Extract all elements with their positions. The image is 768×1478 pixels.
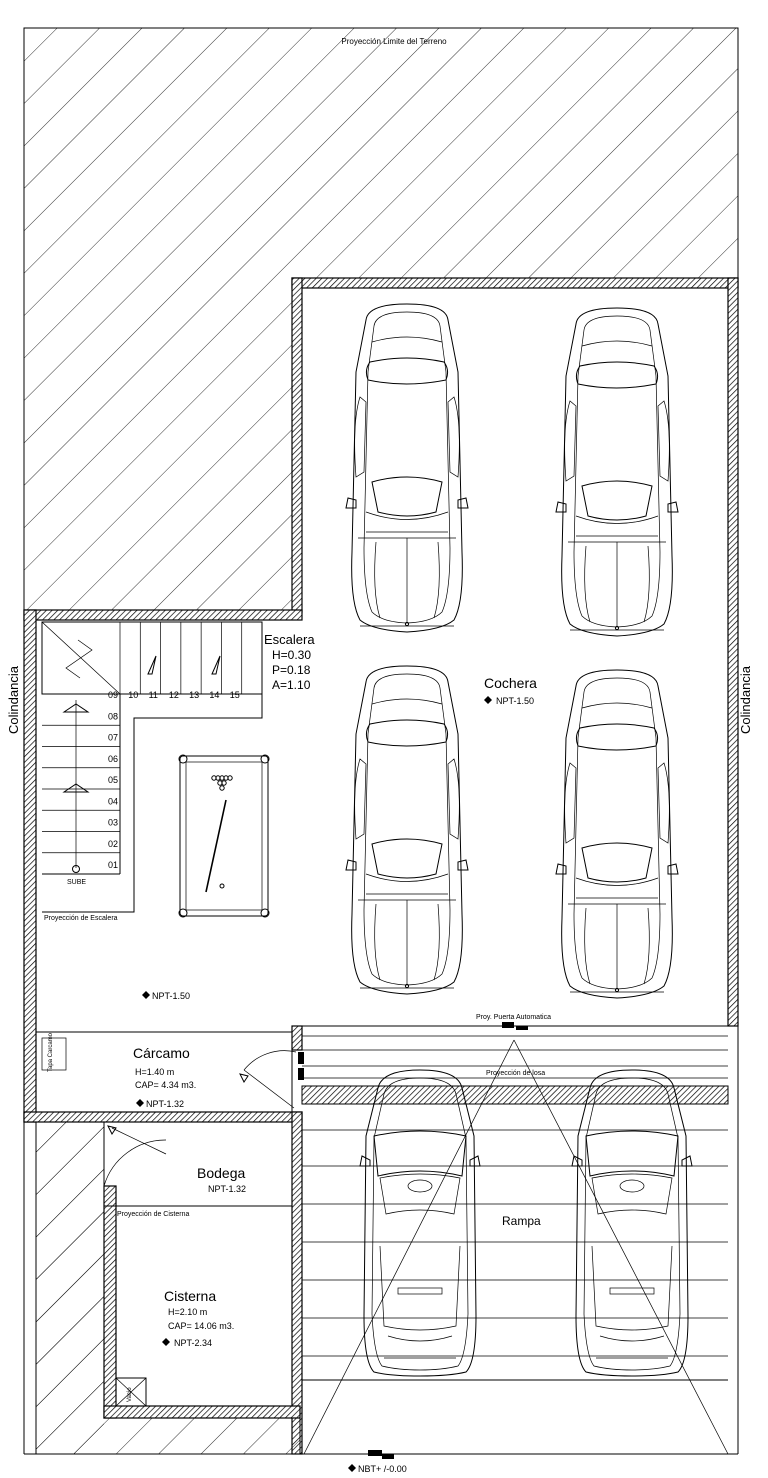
stair-step-number: 02 (108, 838, 119, 849)
label-escalera-title: Escalera (264, 632, 315, 647)
label-colindancia-left: Colindancia (6, 666, 21, 734)
stair-step-number: 05 (108, 775, 119, 785)
label-bodega: Bodega (197, 1165, 246, 1181)
bodega-room (104, 1122, 292, 1206)
label-tapa-carcamo: Tapa Carcamo (48, 1032, 54, 1072)
label-escalera-a: A=1.10 (272, 678, 311, 692)
ramp-car-2 (572, 1070, 692, 1376)
stair-step-number: 08 (108, 711, 119, 722)
label-npt-bodega: NPT-1.32 (208, 1184, 247, 1194)
stair-step-number: 03 (108, 817, 119, 828)
label-npt-cisterna: NPT-2.34 (174, 1338, 213, 1348)
label-escalera-h: H=0.30 (272, 648, 312, 662)
label-nbt: NBT+ /-0.00 (358, 1464, 407, 1474)
stair-step-number: 09 (108, 690, 119, 700)
car-3 (346, 666, 468, 994)
stair-step-number: 06 (108, 753, 119, 764)
label-npt-cochera: NPT-1.50 (496, 696, 535, 706)
label-escalera-p: P=0.18 (272, 663, 311, 677)
label-cisterna-cap: CAP= 14.06 m3. (168, 1321, 235, 1331)
label-vacio: Vacio (127, 1387, 133, 1402)
car-4 (556, 670, 678, 998)
label-npt-carcamo: NPT-1.32 (146, 1099, 185, 1109)
stair-step-number: 14 (209, 690, 220, 700)
stair-step-number: 11 (148, 690, 158, 700)
ramp-car-1 (360, 1070, 480, 1376)
label-carcamo-h: H=1.40 m (135, 1067, 175, 1077)
label-carcamo-cap: CAP= 4.34 m3. (135, 1080, 197, 1090)
stair-step-number: 12 (168, 690, 179, 700)
stair-step-number: 10 (128, 690, 139, 700)
stair-step-number: 13 (189, 690, 200, 700)
terrain-projection-hatch (24, 28, 738, 612)
car-2 (556, 308, 678, 636)
label-proy-puerta: Proy. Puerta Automatica (476, 1014, 551, 1021)
stair-step-number: 01 (108, 860, 119, 870)
label-cisterna: Cisterna (164, 1288, 217, 1304)
stair-step-number: 07 (108, 732, 119, 743)
label-proyeccion-losa: Proyección de losa (486, 1070, 546, 1077)
label-colindancia-right: Colindancia (738, 666, 753, 734)
stair-step-number: 15 (229, 690, 240, 700)
label-proyeccion-limite: Proyección Limite del Terreno (341, 37, 447, 46)
label-sube: SUBE (67, 879, 87, 886)
label-rampa: Rampa (502, 1214, 541, 1228)
label-proyeccion-escalera: Proyección de Escalera (44, 915, 118, 922)
label-cisterna-h: H=2.10 m (168, 1307, 208, 1317)
stair-step-number: 04 (108, 796, 119, 807)
label-cochera: Cochera (484, 675, 537, 691)
label-carcamo: Cárcamo (133, 1045, 190, 1061)
pool-table (179, 755, 269, 917)
label-proyeccion-cisterna: Proyección de Cisterna (117, 1211, 190, 1218)
car-1 (346, 304, 468, 632)
staircase (42, 622, 262, 912)
label-npt-sala: NPT-1.50 (152, 991, 191, 1001)
